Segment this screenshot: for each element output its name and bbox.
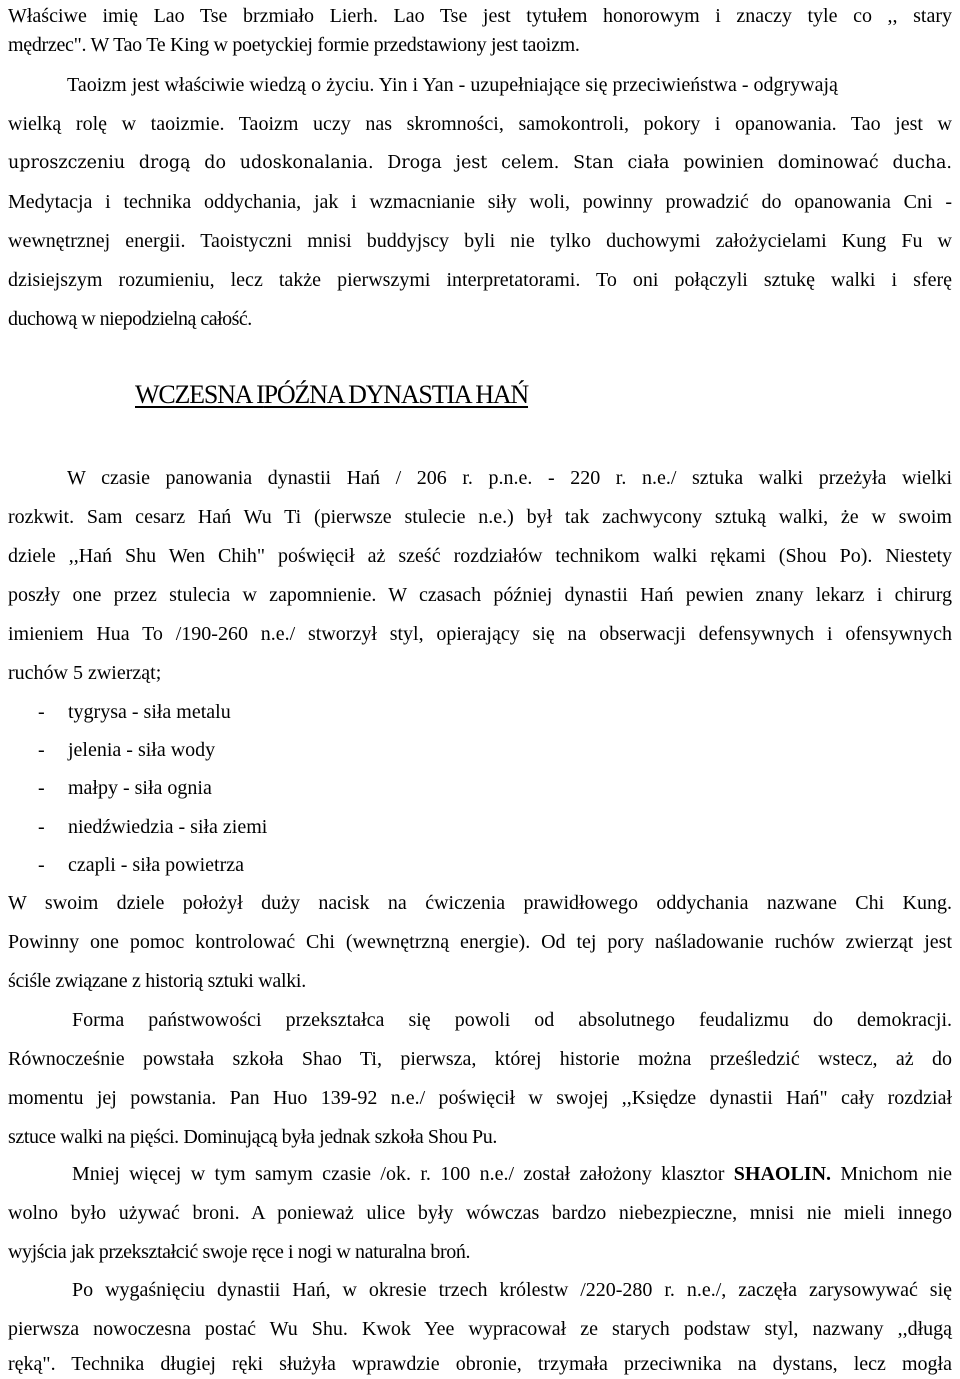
section-heading-part1: WCZESNA I [135, 380, 264, 409]
list-dash: - [38, 739, 45, 761]
paragraph-line: wyjścia jak przekształcić swoje ręce i nogi w naturalna broń. [8, 1241, 471, 1263]
list-item-text: niedźwiedzia - siła ziemi [68, 816, 268, 838]
list-dash: - [38, 854, 45, 876]
paragraph-line: Po wygaśnięciu dynastii Hań, w okresie trzech królestw /220-280 r. n.e./, zaczęła zarysowywać się [72, 1279, 952, 1301]
list-item-text: tygrysa - siła metalu [68, 701, 231, 723]
list-item-text: czapli - siła powietrza [68, 854, 245, 876]
paragraph-line [72, 1162, 952, 1186]
paragraph-line: Właściwe imię Lao Tse brzmiało Lierh. Lao Tse jest tytułem honorowym i znaczy tyle co ,, stary [8, 5, 952, 27]
paragraph-line: Równocześnie powstała szkoła Shao Ti, pierwsza, której historie można prześledzić wstecz, aż do [8, 1048, 952, 1070]
paragraph-line: dziele ,,Hań Shu Wen Chih" poświęcił aż sześć rozdziałów technikom walki rękami (Shou Po). Niestety [8, 545, 952, 567]
list-item [38, 853, 244, 877]
paragraph-text: Mnichom nie [840, 1163, 953, 1185]
list-item [38, 776, 212, 800]
paragraph-line: ruchów 5 zwierząt; [8, 662, 162, 684]
list-dash: - [38, 816, 45, 838]
paragraph-line: Powinny one pomoc kontrolować Chi (wewnętrzną energie). Od tej pory naśladowanie ruchów zwierząt jest [8, 931, 952, 953]
paragraph-line: duchową w niepodzielną całość. [8, 308, 252, 330]
list-dash: - [38, 701, 45, 723]
paragraph-line: poszły one przez stulecia w zapomnienie. W czasach później dynastii Hań pewien znany lekarz i chirurg [8, 584, 952, 606]
paragraph-line: uproszczeniu drogą do udoskonalania. Droga jest celem. Stan ciała powinien dominować ducha. [8, 153, 952, 173]
paragraph-line: dzisiejszym rozumieniu, lecz także pierwszymi interpretatorami. To oni połączyli sztukę walki i sferę [8, 269, 952, 291]
paragraph-text: Mniej więcej w tym samym czasie /ok. r. 100 n.e./ został założony klasztor [72, 1163, 725, 1185]
paragraph-line: sztuce walki na pięści. Dominującą była jednak szkoła Shou Pu. [8, 1126, 497, 1148]
paragraph-line: ściśle związane z historią sztuki walki. [8, 970, 306, 992]
shaolin-emphasis: SHAOLIN. [733, 1163, 832, 1185]
paragraph-line: mędrzec". W Tao Te King w poetyckiej formie przedstawiony jest taoizm. [8, 34, 580, 56]
paragraph-line: pierwsza nowoczesna postać Wu Shu. Kwok Yee wypracował ze starych podstaw styl, nazwany ,,długą [8, 1318, 952, 1340]
paragraph-line: Medytacja i technika oddychania, jak i wzmacnianie siły woli, powinny prowadzić do opanowania Cni - [8, 191, 952, 213]
paragraph-line: momentu jej powstania. Pan Huo 139-92 n.e./ poświęcił w swojej ,,Księdze dynastii Hań" cały rozdział [8, 1087, 952, 1109]
paragraph-line: wewnętrznej energii. Taoistyczni mnisi buddyjscy byli nie tylko duchowymi założycielami Kung Fu w [8, 230, 952, 252]
paragraph-line: ręką". Technika długiej ręki służyła wprawdzie obronie, trzymała przeciwnika na dystans, lecz mogła [8, 1353, 952, 1375]
section-heading [135, 380, 528, 410]
paragraph-line: Taoizm jest właściwie wiedzą o życiu. Yin i Yan - uzupełniające się przeciwieństwa - odgrywają [67, 74, 838, 96]
paragraph-line: W czasie panowania dynastii Hań / 206 r. p.n.e. - 220 r. n.e./ sztuka walki przeżyła wielki [67, 467, 952, 489]
section-heading-part2: PÓŹNA DYNASTIA HAŃ [263, 380, 529, 409]
paragraph-line: W swoim dziele położył duży nacisk na ćwiczenia prawidłowego oddychania nazwane Chi Kung. [8, 892, 952, 914]
list-item [38, 700, 231, 724]
paragraph-line: imieniem Hua To /190-260 n.e./ stworzył styl, opierający się na obserwacji defensywnych i ofensywnych [8, 623, 952, 645]
paragraph-line: rozkwit. Sam cesarz Hań Wu Ti (pierwsze stulecie n.e.) był tak zachwycony sztuką walki, że w swoim [8, 506, 952, 528]
paragraph-line: wolno było używać broni. A ponieważ ulice były wówczas bardzo niebezpieczne, mnisi nie mieli innego [8, 1202, 952, 1224]
list-item-text: małpy - siła ognia [68, 777, 212, 799]
paragraph-line: wielką rolę w taoizmie. Taoizm uczy nas skromności, samokontroli, pokory i opanowania. Tao jest w [8, 113, 952, 135]
list-item [38, 738, 215, 762]
list-item [38, 815, 267, 839]
list-dash: - [38, 777, 45, 799]
list-item-text: jelenia - siła wody [68, 739, 216, 761]
paragraph-line: Forma państwowości przekształca się powoli od absolutnego feudalizmu do demokracji. [72, 1009, 952, 1031]
